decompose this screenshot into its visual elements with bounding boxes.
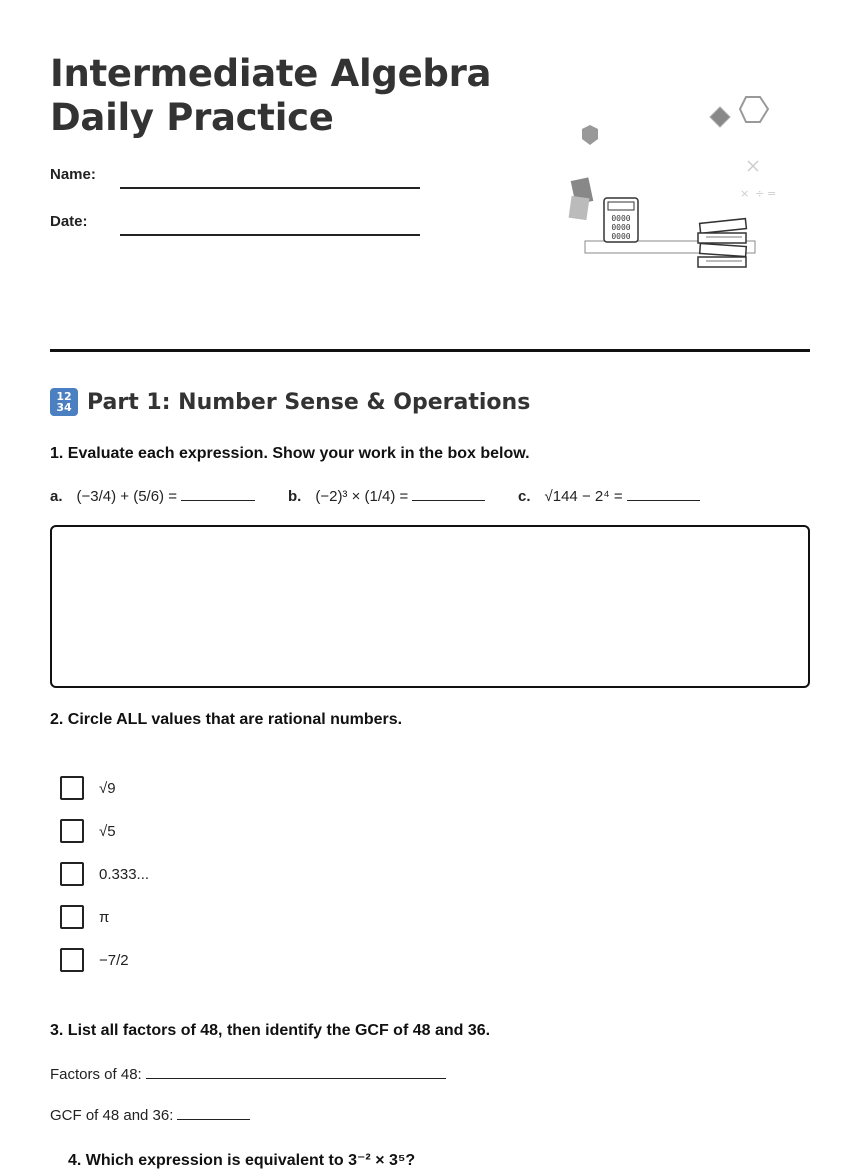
factors-answer-row — [50, 1064, 446, 1083]
question-2-prompt: 2. Circle ALL values that are rational numbers. — [50, 711, 403, 728]
svg-text:0000: 0000 — [611, 232, 631, 241]
books-stack-icon — [698, 219, 746, 267]
checkbox[interactable] — [60, 905, 84, 929]
header-divider — [50, 349, 810, 352]
option-pi[interactable] — [60, 905, 109, 929]
option-label: √9 — [99, 779, 116, 797]
checkbox[interactable] — [60, 819, 84, 843]
svg-text:0000: 0000 — [611, 223, 631, 232]
math-tools-illustration — [560, 85, 800, 285]
answer-blank-a[interactable] — [181, 486, 255, 501]
factors-label: Factors of 48: — [50, 1066, 142, 1083]
option-sqrt-9[interactable] — [60, 776, 116, 800]
expression-c — [518, 486, 700, 505]
expression-c-label: c. — [518, 488, 531, 505]
checkbox[interactable] — [60, 862, 84, 886]
title-line-2: Daily Practice — [50, 96, 334, 139]
expression-a — [50, 486, 255, 505]
svg-text:÷: ÷ — [755, 187, 765, 200]
hexagon-shape-icon — [740, 97, 768, 122]
gcf-answer-blank[interactable] — [177, 1105, 250, 1120]
expression-a-label: a. — [50, 488, 63, 505]
option-negative-fraction[interactable] — [60, 948, 129, 972]
option-label: −7/2 — [99, 951, 129, 969]
option-label: π — [99, 908, 110, 926]
name-field[interactable] — [120, 187, 420, 189]
page-title — [50, 52, 491, 140]
diamond-shape-icon — [710, 107, 730, 127]
date-field[interactable] — [120, 234, 420, 236]
option-label: √5 — [99, 822, 116, 840]
calculator-icon — [604, 198, 638, 242]
expression-b-label: b. — [288, 488, 302, 505]
option-label: 0.333... — [99, 865, 150, 883]
cube-shape-icon — [582, 125, 598, 145]
svg-text:0000: 0000 — [611, 214, 631, 223]
checkbox[interactable] — [60, 948, 84, 972]
expression-b — [288, 486, 485, 505]
svg-text:=: = — [767, 187, 777, 200]
factors-answer-blank[interactable] — [146, 1064, 446, 1079]
title-line-1: Intermediate Algebra — [50, 52, 492, 95]
option-repeating-decimal[interactable] — [60, 862, 149, 886]
numbers-icon: 12 34 — [50, 388, 78, 416]
gcf-answer-row — [50, 1105, 250, 1124]
answer-blank-c[interactable] — [627, 486, 700, 501]
date-label: Date: — [50, 213, 88, 230]
expression-b-text: (−2)³ × (1/4) = — [315, 488, 409, 505]
section-heading-part-1 — [50, 388, 530, 416]
expression-c-text: √144 − 2⁴ = — [544, 488, 623, 505]
answer-blank-b[interactable] — [412, 486, 485, 501]
name-label: Name: — [50, 166, 96, 183]
expression-a-text: (−3/4) + (5/6) = — [76, 488, 177, 505]
math-symbols-icon: × — [740, 187, 750, 200]
gcf-label: GCF of 48 and 36: — [50, 1107, 174, 1124]
checkbox[interactable] — [60, 776, 84, 800]
question-4-prompt: 4. Which expression is equivalent to 3⁻² × 3⁵? — [68, 1152, 416, 1169]
work-box[interactable] — [50, 525, 810, 688]
option-sqrt-5[interactable] — [60, 819, 116, 843]
section-title-text: Part 1: Number Sense & Operations — [87, 389, 531, 415]
question-3-prompt: 3. List all factors of 48, then identify the GCF of 48 and 36. — [50, 1022, 491, 1039]
question-1-prompt: 1. Evaluate each expression. Show your work in the box below. — [50, 445, 530, 462]
